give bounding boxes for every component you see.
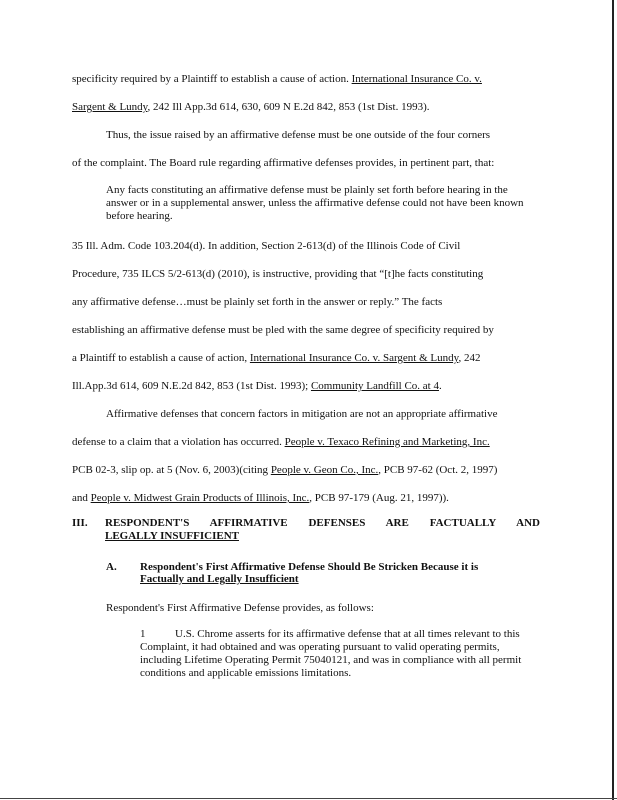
- paragraph-line: Thus, the issue raised by an affirmative defense must be one outside of the four corners: [106, 129, 491, 141]
- text: , 242 Ill App.3d 614, 630, 609 N E.2d 842, 853 (1st Dist. 1993).: [147, 101, 430, 113]
- section-title-line2: LEGALLY INSUFFICIENT: [105, 530, 239, 542]
- subsection-title-line2: [140, 573, 299, 586]
- block-quote: Any facts constituting an affirmative defense must be plainly set forth before hearing in the answer or in a supplemental answer, unless the affirmative defense could not have been known before hearing.: [106, 184, 524, 222]
- case-citation: People v. Texaco Refining and Marketing, Inc.: [284, 436, 490, 448]
- paragraph-line: Procedure, 735 ILCS 5/2-613(d) (2010), is instructive, providing that “[t]he facts constituting: [72, 268, 484, 280]
- section-number: III.: [72, 517, 88, 529]
- text: , PCB 97-179 (Aug. 21, 1997)).: [309, 492, 449, 504]
- paragraph-line: [72, 73, 482, 86]
- text: , PCB 97-62 (Oct. 2, 1997): [378, 464, 498, 476]
- section-title-line1: RESPONDENT'S AFFIRMATIVE DEFENSES ARE FACTUALLY AND: [105, 517, 540, 529]
- case-citation: Sargent & Lundy: [72, 101, 148, 113]
- text: and: [72, 492, 91, 504]
- case-citation: People v. Geon Co., Inc.: [270, 464, 379, 476]
- text: defense to a claim that a violation has occurred.: [72, 436, 285, 448]
- paragraph-line: [72, 352, 480, 365]
- case-citation: Community Landfill Co. at 4: [310, 380, 439, 392]
- paragraph-line: 35 Ill. Adm. Code 103.204(d). In addition, Section 2-613(d) of the Illinois Code of Civil: [72, 240, 461, 252]
- block-quote: [140, 628, 536, 680]
- page-edge-bottom: [0, 798, 617, 799]
- subsection-letter: A.: [106, 561, 117, 573]
- case-citation: International Insurance Co. v.: [351, 73, 482, 85]
- paragraph-line: Respondent's First Affirmative Defense provides, as follows:: [106, 602, 374, 614]
- text: specificity required by a Plaintiff to establish a cause of action.: [72, 73, 352, 85]
- text: .: [438, 380, 442, 392]
- text: , 242: [458, 352, 481, 364]
- paragraph-line: [72, 436, 490, 449]
- paragraph-line: Affirmative defenses that concern factors in mitigation are not an appropriate affirmative: [106, 408, 498, 420]
- case-citation: International Insurance Co. v. Sargent & Lundy: [249, 352, 459, 364]
- text: Ill.App.3d 614, 609 N.E.2d 842, 853 (1st Dist. 1993);: [72, 380, 311, 392]
- case-citation: People v. Midwest Grain Products of Illinois, Inc.: [90, 492, 310, 504]
- text: U.S. Chrome asserts for its affirmative defense that at all times relevant to this Complaint, it had obtained and was operating pursuant to valid operating permits, including Lifetime Operating Permit 75040121, and was in compliance with all permit conditions and applicable emissions limitations.: [140, 628, 522, 679]
- paragraph-line: establishing an affirmative defense must be pled with the same degree of specificity required by: [72, 324, 494, 336]
- paragraph-line: [72, 464, 497, 477]
- paragraph-line: any affirmative defense…must be plainly set forth in the answer or reply.” The facts: [72, 296, 443, 308]
- text: a Plaintiff to establish a cause of action,: [72, 352, 250, 364]
- text: PCB 02-3, slip op. at 5 (Nov. 6, 2003)(citing: [72, 464, 271, 476]
- paragraph-line: [72, 492, 449, 505]
- paragraph-line: of the complaint. The Board rule regarding affirmative defenses provides, in pertinent part, that:: [72, 157, 495, 169]
- subsection-title-line1: Respondent's First Affirmative Defense Should Be Stricken Because it is: [140, 561, 479, 573]
- quote-number: 1: [140, 628, 146, 640]
- text: Factually and Legally Insufficient: [140, 573, 299, 585]
- paragraph-line: [72, 101, 430, 114]
- paragraph-line: [72, 380, 442, 393]
- page-edge-right: [612, 0, 614, 800]
